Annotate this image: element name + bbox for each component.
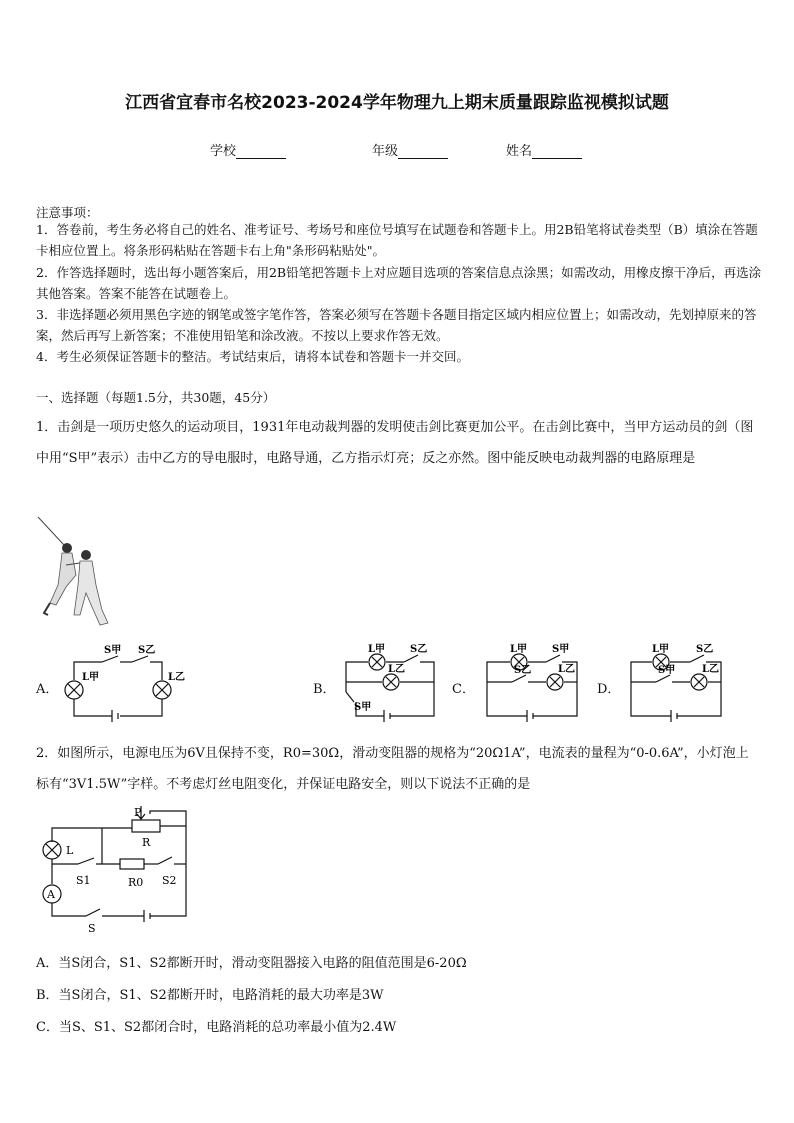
note-item: 4．考生必须保证答题卡的整洁。考试结束后，请将本试卷和答题卡一并交回。 (36, 349, 469, 364)
circuit-c-diagram (482, 640, 582, 725)
answer-option-b: B．当S闭合，S1、S2都断开时，电路消耗的最大功率是3W (36, 988, 384, 1003)
label-s1: S1 (76, 874, 91, 887)
question-1-text: 1．击剑是一项历史悠久的运动项目，1931年电动裁判器的发明使击剑比赛更加公平。在击剑比赛中，当甲方运动员的剑（图中用“S甲”表示）击中乙方的导电服时，电路导通，乙方指示灯亮；反之亦然。图中能反映电动裁判器的电路原理是 (36, 420, 754, 466)
label-s2: S2 (162, 874, 177, 887)
label-l-jia: L甲 (652, 644, 670, 655)
label-p: P (134, 806, 142, 819)
answer-option-c: C．当S、S1、S2都闭合时，电路消耗的总功率最小值为2.4W (36, 1020, 397, 1035)
option-b-label: B． (313, 682, 336, 697)
label-s-yi: S乙 (514, 665, 532, 676)
label-r: R (142, 836, 151, 849)
label-l-yi: L乙 (702, 664, 720, 675)
label-s-jia: S甲 (354, 702, 372, 713)
label-l-yi: L乙 (558, 664, 576, 675)
label-l-jia: L甲 (510, 644, 528, 655)
label-s-jia: S甲 (658, 665, 676, 676)
circuit-a-diagram (62, 640, 186, 722)
grade-field (372, 140, 448, 159)
note-item: 2．作答选择题时，选出每小题答案后，用2B铅笔把答题卡上对应题目选项的答案信息点涂黑；如需改动，用橡皮擦干净后，再选涂其他答案。答案不能答在试题卷上。 (36, 265, 762, 301)
name-label: 姓名 (506, 144, 533, 159)
circuit-b-diagram (340, 640, 440, 725)
option-c-label: C． (452, 682, 475, 697)
grade-label: 年级 (372, 144, 399, 159)
label-s-yi: S乙 (696, 644, 714, 655)
section-heading: 一、选择题（每题1.5分，共30题，45分） (36, 390, 276, 405)
label-l-jia: L甲 (368, 644, 386, 655)
label-s-yi: S乙 (138, 645, 156, 656)
label-l-yi: L乙 (388, 664, 406, 675)
question-2-text: 2．如图所示，电源电压为6V且保持不变，R0=30Ω，滑动变阻器的规格为“20Ω1A”，电流表的量程为“0-0.6A”，小灯泡上标有“3V1.5W”字样。不考虑灯丝电阻变化，并保证电路安全，则以下说法不正确的是 (36, 746, 749, 792)
label-l-yi: L乙 (168, 672, 186, 683)
label-l: L (66, 844, 74, 857)
ammeter-label: A (47, 888, 55, 901)
note-item: 3．非选择题必须用黑色字迹的钢笔或签字笔作答，答案必须写在答题卡各题目指定区域内相应位置上；如需改动，先划掉原来的答案，然后再写上新答案；不准使用铅笔和涂改液。不按以上要求作答无效。 (36, 307, 757, 343)
label-s: S (88, 922, 96, 935)
option-a-label: A． (36, 682, 59, 697)
label-r0: R0 (128, 876, 144, 889)
label-s-yi: S乙 (410, 644, 428, 655)
school-field (210, 140, 286, 159)
question-2-circuit (36, 806, 196, 934)
label-s-jia: S甲 (552, 644, 570, 655)
answer-option-a: A．当S闭合，S1、S2都断开时，滑动变阻器接入电路的阻值范围是6-20Ω (36, 956, 467, 971)
circuit-d-diagram (626, 640, 726, 725)
option-d-label: D． (597, 682, 621, 697)
school-label: 学校 (210, 144, 237, 159)
note-item: 1．答卷前，考生务必将自己的姓名、准考证号、考场号和座位号填写在试题卷和答题卡上。用2B铅笔将试卷类型（B）填涂在答题卡相应位置上。将条形码粘贴在答题卡右上角"条形码粘贴处"。 (36, 222, 758, 258)
page-title: 江西省宜春市名校2023-2024学年物理九上期末质量跟踪监视模拟试题 (125, 93, 669, 113)
label-s-jia: S甲 (104, 645, 122, 656)
fencing-illustration (36, 515, 111, 627)
name-field (506, 140, 582, 159)
notes-heading: 注意事项： (36, 205, 99, 220)
label-l-jia: L甲 (82, 672, 100, 683)
